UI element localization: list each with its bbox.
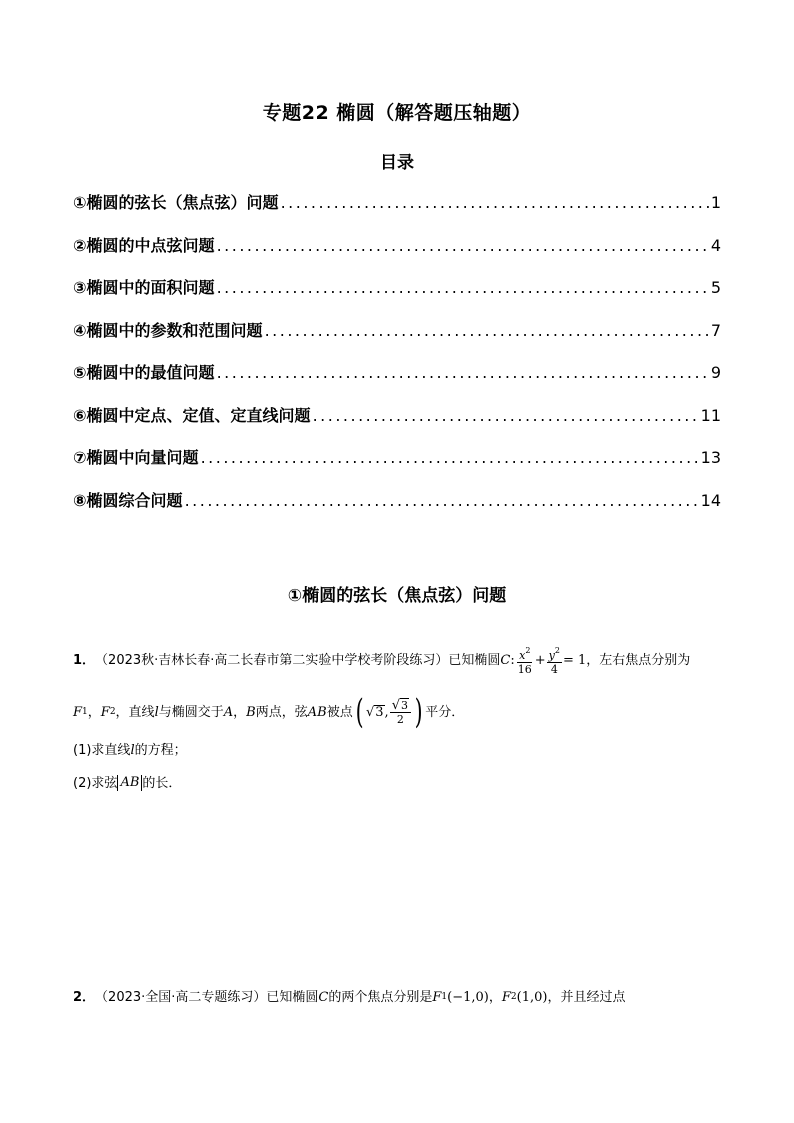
table-of-contents	[73, 190, 721, 530]
math-op: +	[534, 652, 546, 668]
toc-page-number: 14	[700, 490, 721, 510]
toc-leader-dots	[265, 321, 709, 340]
toc-item[interactable]	[73, 233, 721, 276]
math-fraction	[516, 644, 534, 676]
math-fraction	[390, 698, 411, 726]
math-var: C	[500, 652, 511, 668]
toc-item-label: ⑥椭圆中定点、定值、定直线问题	[73, 405, 311, 425]
math-left-paren: (	[355, 692, 364, 732]
toc-item-label: ①椭圆的弦长（焦点弦）问题	[73, 193, 279, 212]
math-op: ,	[384, 704, 389, 720]
fraction-denominator: 2	[396, 713, 404, 726]
toc-leader-dots	[281, 193, 709, 212]
math-abs-value: AB	[117, 775, 142, 791]
text-run: 的长．	[142, 775, 182, 791]
math-subscript: 1	[441, 991, 448, 1002]
math-exponent: 2	[525, 646, 531, 655]
toc-page-number: 5	[710, 278, 721, 297]
math-var: F	[432, 989, 442, 1005]
math-equals: = 1	[562, 652, 587, 668]
math-exponent: 2	[554, 646, 560, 655]
toc-page-number: 7	[710, 320, 721, 340]
text-run: 的两个焦点分别是	[328, 989, 433, 1005]
toc-page-number: 1	[710, 193, 721, 212]
toc-item-label: ⑤椭圆中的最值问题	[73, 363, 215, 382]
toc-leader-dots	[217, 278, 709, 297]
question-marker: (1)	[73, 742, 92, 758]
problem-number: 2．	[73, 989, 96, 1005]
math-var: y	[548, 649, 555, 662]
problem-1-line-1	[73, 640, 690, 680]
toc-leader-dots	[185, 491, 699, 510]
math-var: F	[73, 704, 83, 720]
math-var: AB	[307, 704, 327, 720]
fraction-denominator: 4	[550, 663, 558, 676]
toc-leader-dots	[201, 448, 699, 467]
toc-leader-dots	[217, 363, 709, 382]
fraction-numerator	[390, 698, 411, 713]
section-heading: ①椭圆的弦长（焦点弦）问题	[287, 586, 507, 606]
toc-item[interactable]	[73, 445, 721, 488]
math-radicand: 3	[400, 699, 408, 712]
problem-1-question-1	[73, 740, 187, 760]
toc-page-number: 13	[700, 448, 721, 467]
math-subscript: 2	[510, 991, 517, 1002]
problem-2-line-1	[73, 985, 625, 1009]
problem-source: （2023·全国·高二专题练习）已知椭圆	[95, 989, 319, 1005]
math-var: A	[223, 704, 234, 720]
toc-item-label: ⑧椭圆综合问题	[73, 490, 183, 510]
problem-2	[73, 985, 733, 1009]
fraction-denominator: 16	[517, 663, 532, 676]
problem-source: （2023秋·吉林长春·高二长春市第二实验中学校考阶段练习）已知椭圆	[95, 652, 501, 668]
problem-1-question-2	[73, 772, 181, 794]
toc-heading: 目录	[380, 153, 414, 173]
toc-item[interactable]	[73, 403, 721, 446]
problem-1-line-2	[73, 692, 464, 732]
toc-item[interactable]	[73, 190, 721, 233]
sqrt-sign-icon: √	[391, 698, 400, 713]
text-run: 求直线	[91, 742, 131, 758]
math-var: B	[246, 704, 256, 720]
text-run: ，左右焦点分别为	[586, 652, 691, 668]
toc-page-number: 4	[710, 235, 721, 255]
math-op: :	[510, 652, 515, 668]
math-var: x	[519, 649, 526, 662]
math-var: F	[501, 989, 511, 1005]
text-run: 的方程；	[134, 742, 187, 758]
toc-item-label: ②椭圆的中点弦问题	[73, 235, 215, 255]
text-run: 两点，弦	[255, 704, 308, 720]
math-subscript: 2	[109, 706, 116, 717]
text-run: 与椭圆交于	[158, 704, 224, 720]
toc-item[interactable]	[73, 488, 721, 531]
math-var: C	[318, 989, 329, 1005]
toc-item-label: ④椭圆中的参数和范围问题	[73, 320, 263, 340]
text-run: ，	[87, 704, 101, 720]
math-var: F	[100, 704, 110, 720]
toc-item[interactable]	[73, 318, 721, 361]
text-run: ，	[488, 989, 502, 1005]
fraction-numerator	[517, 644, 532, 663]
fraction-numerator	[547, 644, 562, 663]
toc-leader-dots	[217, 236, 709, 255]
math-var: l	[154, 704, 159, 720]
text-run: ，直线	[115, 704, 155, 720]
problem-1	[73, 640, 733, 800]
question-marker: (2)	[73, 775, 92, 791]
math-coordinates: (−1,0)	[447, 989, 489, 1005]
math-right-paren: )	[414, 692, 423, 732]
text-run: ，并且经过点	[547, 989, 626, 1005]
toc-item-label: ⑦椭圆中向量问题	[73, 448, 199, 467]
text-run: 平分．	[425, 704, 465, 720]
sqrt-sign-icon: √	[365, 704, 375, 720]
problem-number: 1．	[73, 652, 96, 668]
text-run: 被点	[326, 704, 353, 720]
math-fraction	[547, 644, 562, 676]
toc-item[interactable]	[73, 360, 721, 403]
page-title: 专题22 椭圆（解答题压轴题）	[262, 102, 532, 124]
text-run: 求弦	[91, 775, 118, 791]
math-var: l	[130, 742, 135, 758]
toc-leader-dots	[313, 406, 699, 425]
text-run: ，	[233, 704, 247, 720]
toc-page-number: 9	[710, 363, 721, 382]
toc-item-label: ③椭圆中的面积问题	[73, 278, 215, 297]
toc-page-number: 11	[700, 405, 721, 425]
toc-item[interactable]	[73, 275, 721, 318]
math-radicand: 3	[375, 705, 384, 720]
math-subscript: 1	[82, 706, 88, 717]
math-coordinates: (1,0)	[516, 989, 548, 1005]
